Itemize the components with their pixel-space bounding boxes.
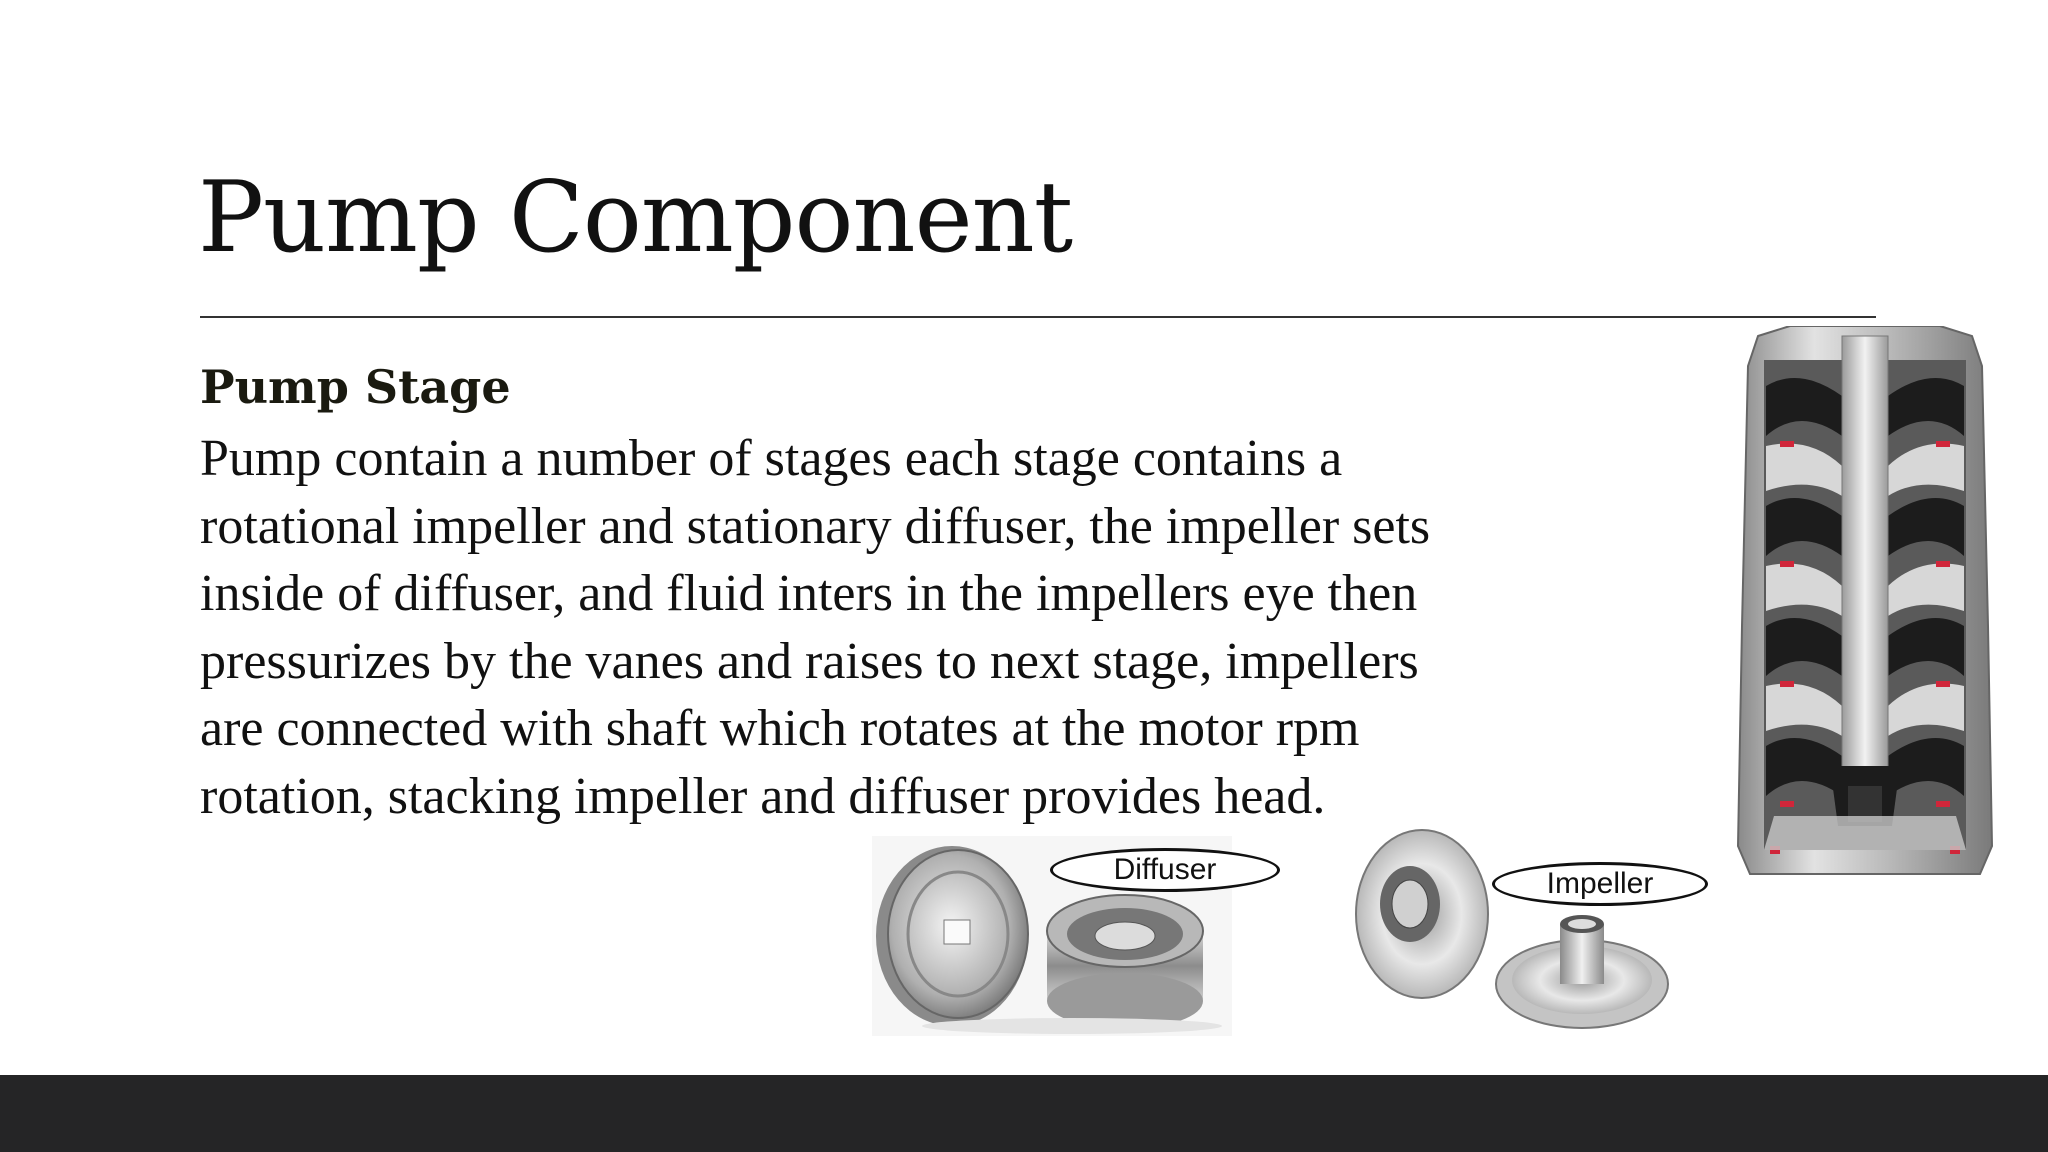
impeller-image: [1352, 824, 1672, 1040]
section-heading: Pump Stage: [200, 360, 511, 414]
title-divider: [200, 316, 1876, 318]
pump-cutaway-image: [1730, 326, 2000, 888]
body-line: rotational impeller and stationary diffuser, the impeller sets: [200, 497, 1431, 555]
slide-title: Pump Component: [198, 161, 1073, 275]
body-paragraph: [200, 425, 1720, 830]
body-line: inside of diffuser, and fluid inters in the impellers eye then: [200, 565, 1418, 622]
impeller-callout: Impeller: [1492, 862, 1708, 906]
body-line: Pump contain a number of stages each stage contains a: [200, 430, 1343, 487]
body-line: pressurizes by the vanes and raises to next stage, impellers: [200, 632, 1419, 690]
footer-bar: [0, 1075, 2048, 1152]
diffuser-callout: Diffuser: [1050, 848, 1280, 892]
body-line: rotation, stacking impeller and diffuser provides head.: [200, 767, 1326, 825]
body-line: are connected with shaft which rotates at the motor rpm: [200, 700, 1360, 757]
